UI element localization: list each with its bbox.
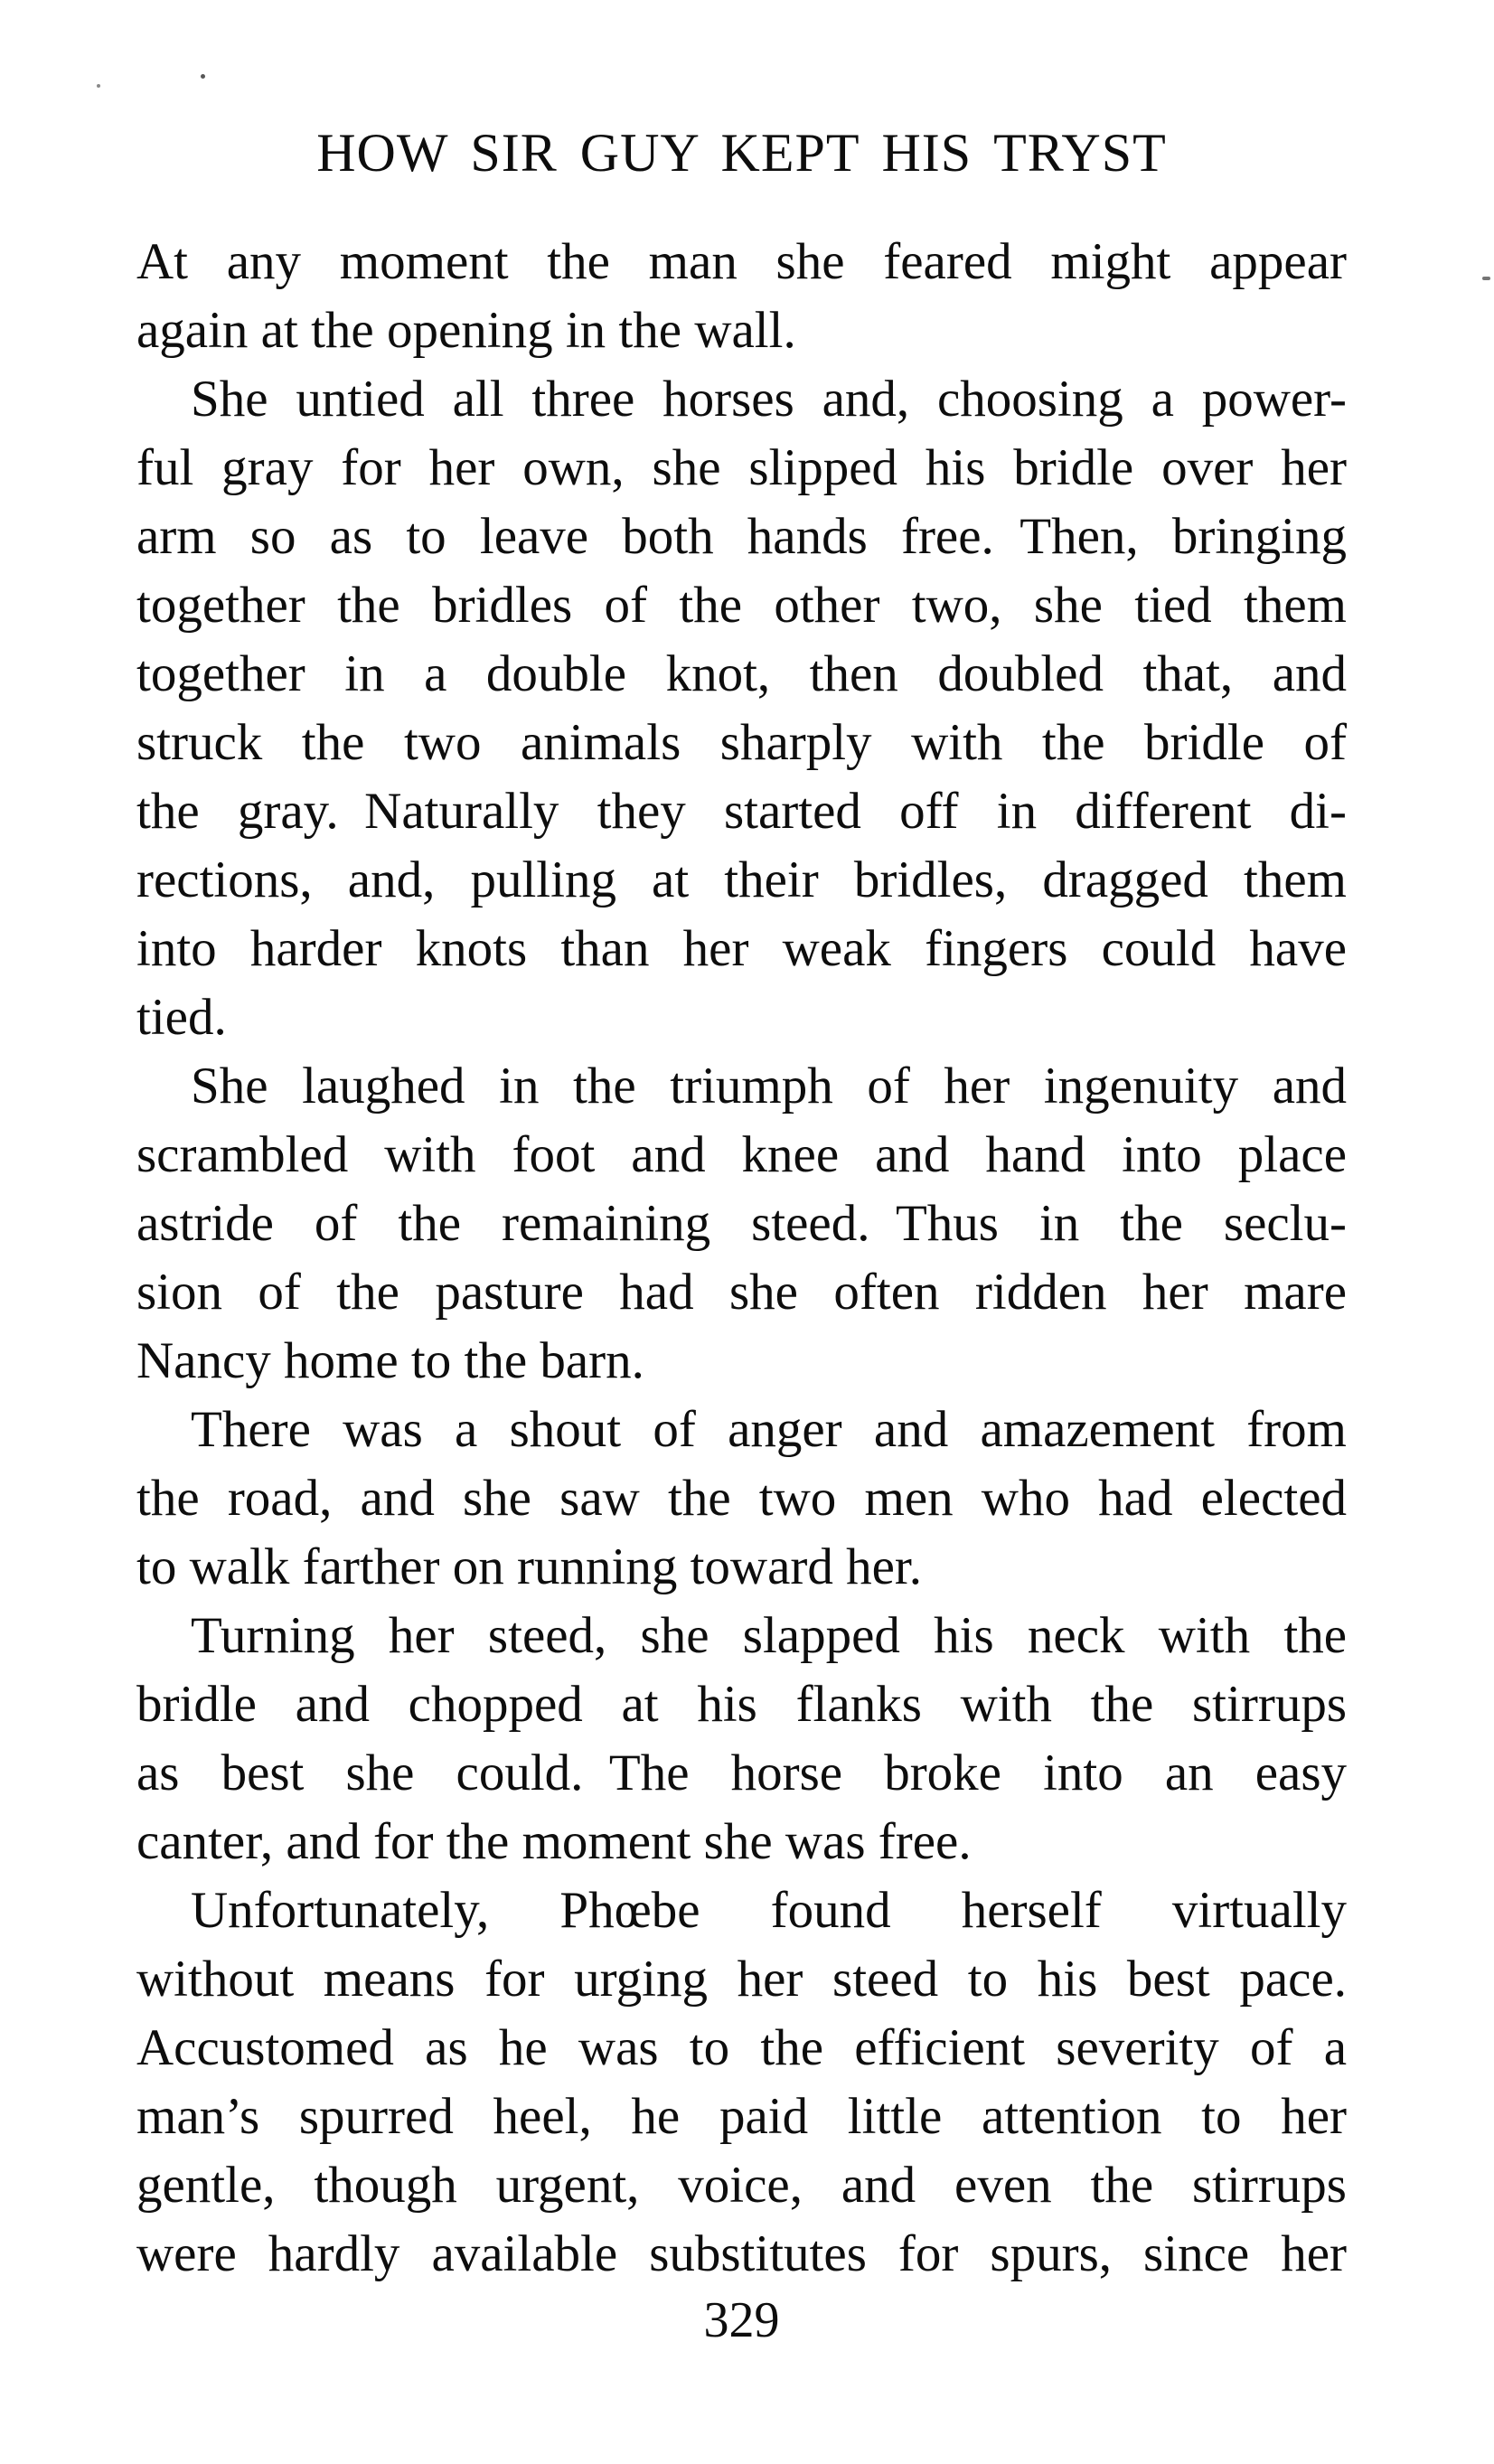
body-line: There was a shout of anger and amazement from <box>191 1401 1347 1458</box>
body-line: again at the opening in the wall. <box>136 302 796 359</box>
body-line: the road, and she saw the two men who had elected <box>136 1470 1347 1527</box>
scan-speck <box>1482 277 1490 280</box>
body-line: canter, and for the moment she was free. <box>136 1813 972 1870</box>
body-line: sion of the pasture had she often ridden her mare <box>136 1264 1347 1321</box>
body-line: Accustomed as he was to the efficient severity of a <box>136 2019 1347 2076</box>
body-line: At any moment the man she feared might appear <box>136 233 1347 290</box>
body-line: scrambled with foot and knee and hand into place <box>136 1126 1347 1183</box>
body-text-block <box>136 228 1347 2289</box>
body-line: bridle and chopped at his flanks with the stirrups <box>136 1676 1347 1733</box>
body-line: tied. <box>136 989 227 1046</box>
scan-speck <box>97 84 100 88</box>
body-line: as best she could. The horse broke into an easy <box>136 1745 1347 1801</box>
body-line: astride of the remaining steed. Thus in the seclu- <box>136 1195 1347 1252</box>
body-line: to walk farther on running toward her. <box>136 1538 922 1595</box>
body-line: man’s spurred heel, he paid little attention to her <box>136 2088 1347 2145</box>
body-line: rections, and, pulling at their bridles, dragged them <box>136 851 1347 908</box>
body-line: She laughed in the triumph of her ingenuity and <box>191 1058 1347 1114</box>
body-line: ful gray for her own, she slipped his bridle over her <box>136 439 1347 496</box>
body-line: into harder knots than her weak fingers could have <box>136 920 1347 977</box>
body-line: She untied all three horses and, choosing a power- <box>191 371 1347 428</box>
body-line: were hardly available substitutes for spurs, since her <box>136 2225 1347 2282</box>
body-line: together the bridles of the other two, she tied them <box>136 577 1347 634</box>
body-line: together in a double knot, then doubled that, and <box>136 645 1347 702</box>
body-line: Nancy home to the barn. <box>136 1332 644 1389</box>
body-line: struck the two animals sharply with the bridle of <box>136 714 1347 771</box>
body-line: without means for urging her steed to his best pace. <box>136 1951 1347 2008</box>
scan-speck <box>201 74 205 79</box>
page-number: 329 <box>703 2292 780 2348</box>
body-line: gentle, though urgent, voice, and even the stirrups <box>136 2157 1347 2214</box>
running-head-title: HOW SIR GUY KEPT HIS TRYST <box>316 123 1167 183</box>
body-line: Turning her steed, she slapped his neck with the <box>191 1607 1347 1664</box>
body-line: arm so as to leave both hands free. Then, bringing <box>136 508 1347 565</box>
body-line: Unfortunately, Phœbe found herself virtually <box>191 1882 1347 1939</box>
body-line: the gray. Naturally they started off in different di- <box>136 783 1347 840</box>
